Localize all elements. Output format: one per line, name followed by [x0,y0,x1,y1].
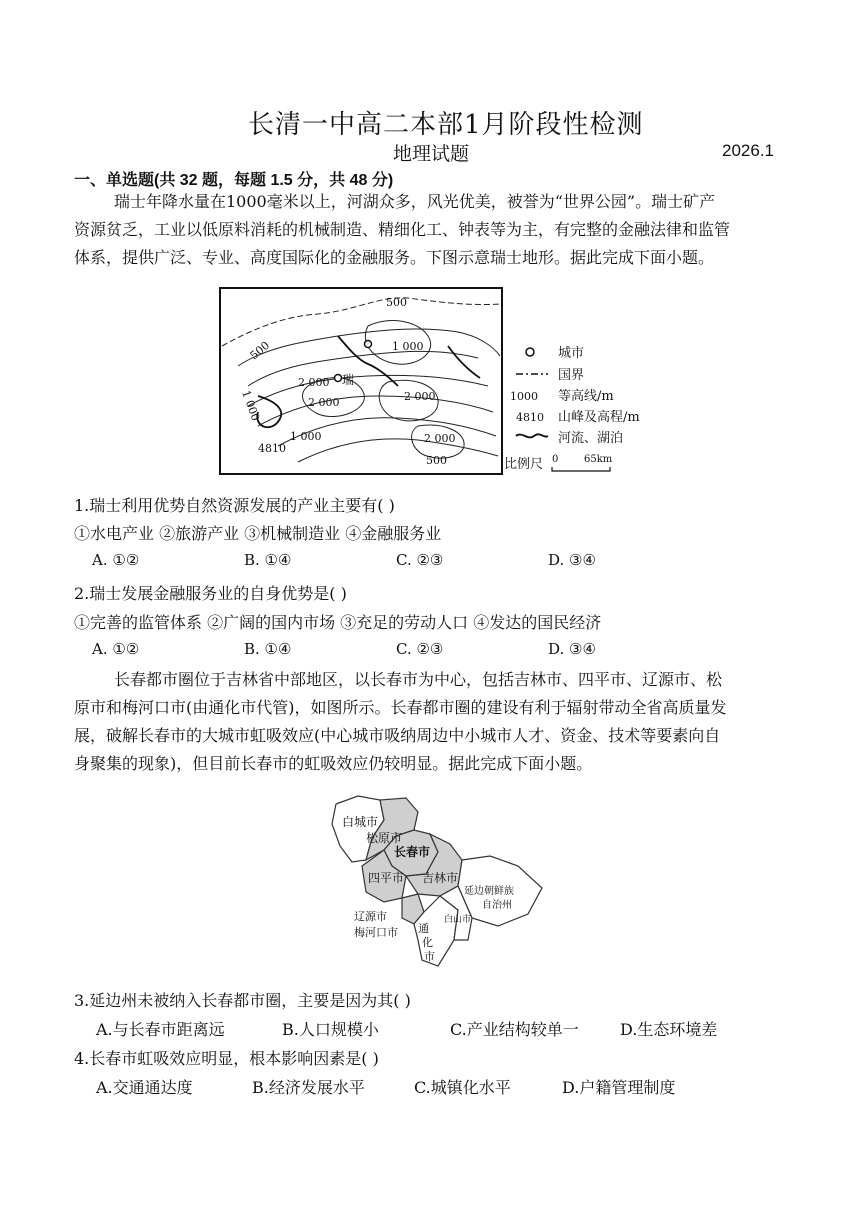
option-c[interactable]: C.产业结构较单一 [450,1020,579,1039]
scale-km: 65km [584,454,613,465]
label-songyuan: 松原市 [366,831,403,845]
option-b[interactable]: B.经济发展水平 [252,1078,365,1097]
contour-label: 1 000 [392,340,424,353]
exam-date: 2026.1 [722,141,774,160]
changchun-metro-map [322,790,548,974]
legend-river: 河流、湖泊 [558,431,624,446]
option-d[interactable]: D. ③④ [548,640,596,658]
question-2-stem: 2.瑞士发展金融服务业的自身优势是( ) [74,584,347,603]
river-legend-icon [516,434,548,437]
contour-label: 500 [386,296,407,309]
passage-changchun [74,666,799,778]
legend-contour-code: 1000 [510,390,538,403]
city-legend-icon [526,348,534,356]
option-b[interactable]: B. ①④ [244,551,292,569]
question-2-items: ①完善的监管体系 ②广阔的国内市场 ③充足的劳动人口 ④发达的国民经济 [74,613,602,632]
question-4-stem: 4.长春市虹吸效应明显，根本影响因素是( ) [74,1049,379,1068]
question-1-stem: 1.瑞士利用优势自然资源发展的产业主要有( ) [74,496,395,515]
option-c[interactable]: C. ②③ [396,551,444,569]
contour-label: 2 000 [424,432,456,445]
option-a[interactable]: A.与长春市距离远 [96,1020,225,1039]
option-c[interactable]: C. ②③ [396,640,444,658]
exam-title: 长清一中高二本部1月阶段性检测 [248,110,644,140]
question-1-items: ①水电产业 ②旅游产业 ③机械制造业 ④金融服务业 [74,524,442,543]
legend-peak-code: 4810 [516,411,544,424]
legend-peak: 山峰及高程/m [558,410,640,425]
passage-line: 长春都市圈位于吉林省中部地区，以长春市为中心，包括吉林市、四平市、辽源市、松 [114,670,723,689]
passage-switzerland [74,188,799,272]
legend-border: 国界 [558,368,585,383]
label-baicheng: 白城市 [342,815,379,829]
passage-line: 瑞士年降水量在1000毫米以上，河湖众多，风光优美，被誉为“世界公园”。瑞士矿产 [114,192,716,211]
option-b[interactable]: B. ①④ [244,640,292,658]
option-d[interactable]: D. ③④ [548,551,596,569]
option-d[interactable]: D.生态环境差 [620,1020,718,1039]
passage-line: 身聚集的现象)，但目前长春市的虹吸效应仍较明显。据此完成下面小题。 [74,754,593,773]
legend-city: 城市 [558,346,585,361]
option-a[interactable]: A.交通通达度 [96,1078,193,1097]
label-baishan: 白山市 [444,915,472,925]
contour-label: 1 000 [239,388,263,423]
question-3-stem: 3.延边州未被纳入长春都市圈，主要是因为其( ) [74,991,411,1010]
option-a[interactable]: A. ①② [92,640,140,658]
option-b[interactable]: B.人口规模小 [282,1020,379,1039]
label-liaoyuan: 辽源市 [354,910,387,923]
scale-zero: 0 [552,454,559,465]
passage-line: 原市和梅河口市(由通化市代管)，如图所示。长春都市圈的建设有利于辐射带动全省高质量发 [74,698,727,717]
scale-bar [552,467,610,471]
contour-label: 2 000 [308,396,340,409]
option-c[interactable]: C.城镇化水平 [414,1078,511,1097]
question-3-options [96,1017,796,1040]
city-label: 瑞 [342,373,355,387]
option-a[interactable]: A. ①② [92,551,140,569]
city-marker [365,341,372,348]
city-marker [335,375,342,382]
label-yanbian-line2: 自治州 [482,900,512,911]
contour-label: 2 000 [404,390,436,403]
option-d[interactable]: D.户籍管理制度 [562,1078,676,1097]
legend-contour: 等高线/m [558,389,614,404]
label-tonghua-1: 通 [418,922,429,935]
exam-subtitle: 地理试题 [393,143,470,165]
passage-line: 展，破解长春市的大城市虹吸效应(中心城市吸纳周边中小城市人才、资金、技术等要素向自 [74,726,721,745]
label-changchun: 长春市 [394,845,431,859]
label-siping: 四平市 [368,871,405,885]
contour-label: 500 [247,338,273,363]
contour-label: 500 [426,454,447,467]
label-meihekou: 梅河口市 [354,926,398,939]
passage-line: 体系，提供广泛、专业、高度国际化的金融服务。下图示意瑞士地形。据此完成下面小题。 [74,248,715,267]
question-4-options [96,1075,796,1098]
question-2-options [92,640,792,658]
passage-line: 资源贫乏，工业以低原料消耗的机械制造、精细化工、钟表等为主，有完整的金融法律和监管 [74,220,731,239]
label-jilin: 吉林市 [422,871,459,885]
peak-elevation-label: 4810 [258,442,286,455]
scale-label: 比例尺 [504,457,544,472]
label-yanbian-line1: 延边朝鲜族 [464,886,514,897]
contour-label: 2 000 [298,376,330,389]
switzerland-topography-map [218,286,648,478]
question-1-options [92,551,792,569]
contour-label: 1 000 [290,430,322,443]
label-tonghua-2: 化 [422,936,433,949]
label-tonghua-3: 市 [424,950,435,963]
section-heading: 一、单选题(共 32 题，每题 1.5 分，共 48 分) [74,172,394,189]
